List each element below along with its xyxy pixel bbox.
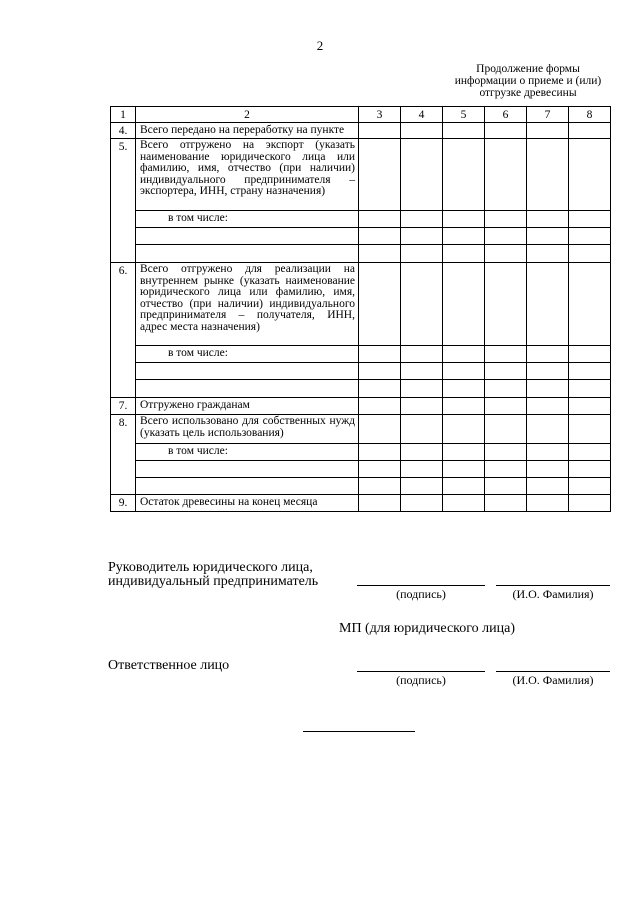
value-cell[interactable] bbox=[569, 363, 611, 380]
table-row bbox=[111, 245, 611, 263]
value-cell[interactable] bbox=[443, 228, 485, 245]
value-cell[interactable] bbox=[485, 346, 527, 363]
table-row bbox=[111, 228, 611, 245]
subrow-label: в том числе: bbox=[136, 346, 359, 363]
value-cell[interactable] bbox=[485, 245, 527, 263]
table-row bbox=[111, 461, 611, 478]
value-cell[interactable] bbox=[569, 139, 611, 211]
responsible-label: Ответственное лицо bbox=[108, 658, 230, 673]
value-cell[interactable] bbox=[401, 478, 443, 495]
value-cell[interactable] bbox=[443, 415, 485, 444]
continuation-title-line-2: информации о приеме и (или) bbox=[454, 75, 602, 87]
value-cell[interactable] bbox=[569, 415, 611, 444]
page-number: 2 bbox=[316, 38, 324, 53]
value-cell[interactable] bbox=[527, 211, 569, 228]
value-cell[interactable] bbox=[485, 380, 527, 398]
table-row bbox=[111, 263, 611, 346]
value-cell[interactable] bbox=[527, 263, 569, 346]
value-cell[interactable] bbox=[569, 346, 611, 363]
value-cell[interactable] bbox=[401, 245, 443, 263]
value-cell[interactable] bbox=[401, 139, 443, 211]
header-cell: 6 bbox=[485, 107, 527, 123]
row-number-cell bbox=[111, 415, 136, 495]
value-cell[interactable] bbox=[527, 398, 569, 415]
value-cell[interactable] bbox=[401, 444, 443, 461]
row-number: 8. bbox=[118, 417, 128, 429]
value-cell[interactable] bbox=[569, 495, 611, 512]
value-cell[interactable] bbox=[527, 139, 569, 211]
value-cell[interactable] bbox=[485, 263, 527, 346]
value-cell[interactable] bbox=[443, 211, 485, 228]
value-cell[interactable] bbox=[401, 415, 443, 444]
header-cell: 4 bbox=[401, 107, 443, 123]
value-cell[interactable] bbox=[443, 363, 485, 380]
empty-cell[interactable] bbox=[136, 380, 359, 398]
value-cell[interactable] bbox=[485, 415, 527, 444]
value-cell[interactable] bbox=[569, 478, 611, 495]
value-cell[interactable] bbox=[527, 444, 569, 461]
table-row bbox=[111, 139, 611, 211]
stamp-label: МП (для юридического лица) bbox=[339, 621, 515, 636]
value-cell[interactable] bbox=[569, 444, 611, 461]
value-cell[interactable] bbox=[569, 211, 611, 228]
table-row bbox=[111, 363, 611, 380]
value-cell[interactable] bbox=[443, 495, 485, 512]
header-cell: 7 bbox=[527, 107, 569, 123]
header-cell: 3 bbox=[359, 107, 401, 123]
value-cell[interactable] bbox=[527, 415, 569, 444]
value-cell[interactable] bbox=[527, 363, 569, 380]
value-cell[interactable] bbox=[359, 495, 401, 512]
table-row bbox=[111, 478, 611, 495]
value-cell[interactable] bbox=[401, 461, 443, 478]
row-description: Всего использовано для собственных нужд (указать цель использования) bbox=[136, 415, 359, 444]
value-cell[interactable] bbox=[485, 363, 527, 380]
form-table bbox=[110, 106, 611, 512]
value-cell[interactable] bbox=[485, 461, 527, 478]
continuation-title-line-1: Продолжение формы bbox=[476, 63, 580, 75]
value-cell[interactable] bbox=[443, 398, 485, 415]
value-cell[interactable] bbox=[443, 380, 485, 398]
subrow-label: в том числе: bbox=[136, 211, 359, 228]
row-number: 5. bbox=[118, 141, 128, 153]
value-cell[interactable] bbox=[401, 346, 443, 363]
value-cell[interactable] bbox=[485, 123, 527, 139]
value-cell[interactable] bbox=[359, 123, 401, 139]
table-row bbox=[111, 398, 611, 415]
value-cell[interactable] bbox=[359, 139, 401, 211]
value-cell[interactable] bbox=[443, 478, 485, 495]
empty-cell[interactable] bbox=[136, 363, 359, 380]
table-row bbox=[111, 346, 611, 363]
value-cell[interactable] bbox=[485, 211, 527, 228]
value-cell[interactable] bbox=[443, 123, 485, 139]
responsible-name-line[interactable] bbox=[496, 671, 610, 672]
closing-divider bbox=[303, 731, 415, 732]
row-number: 6. bbox=[118, 265, 128, 277]
value-cell[interactable] bbox=[569, 263, 611, 346]
header-cell: 8 bbox=[569, 107, 611, 123]
value-cell[interactable] bbox=[527, 478, 569, 495]
head-label bbox=[108, 561, 318, 589]
table-row bbox=[111, 495, 611, 512]
value-cell[interactable] bbox=[359, 380, 401, 398]
value-cell[interactable] bbox=[359, 478, 401, 495]
value-cell[interactable] bbox=[401, 228, 443, 245]
value-cell[interactable] bbox=[527, 123, 569, 139]
table-row bbox=[111, 444, 611, 461]
table-row bbox=[111, 211, 611, 228]
table-row bbox=[111, 123, 611, 139]
value-cell[interactable] bbox=[527, 228, 569, 245]
subrow-label: в том числе: bbox=[136, 444, 359, 461]
table-row bbox=[111, 415, 611, 444]
value-cell[interactable] bbox=[485, 139, 527, 211]
header-row bbox=[111, 107, 611, 123]
value-cell[interactable] bbox=[359, 363, 401, 380]
head-label-line-2: индивидуальный предприниматель bbox=[108, 574, 319, 589]
value-cell[interactable] bbox=[485, 228, 527, 245]
value-cell[interactable] bbox=[359, 211, 401, 228]
row-description: Остаток древесины на конец месяца bbox=[136, 495, 359, 512]
value-cell[interactable] bbox=[443, 346, 485, 363]
row-number: 7. bbox=[111, 398, 136, 415]
head-name-caption: (И.О. Фамилия) bbox=[512, 587, 594, 601]
value-cell[interactable] bbox=[443, 245, 485, 263]
value-cell[interactable] bbox=[401, 211, 443, 228]
value-cell[interactable] bbox=[527, 380, 569, 398]
continuation-title-line-3: отгрузке древесины bbox=[479, 87, 577, 99]
value-cell[interactable] bbox=[359, 444, 401, 461]
head-label-line-1: Руководитель юридического лица, bbox=[108, 560, 313, 575]
value-cell[interactable] bbox=[401, 123, 443, 139]
row-description: Всего отгружено на экспорт (указать наименование юридического лица или фамилию, имя, отчество (при наличии) индивидуального предпринимателя – экспортера, ИНН, страну назначения) bbox=[136, 139, 359, 211]
empty-cell[interactable] bbox=[136, 245, 359, 263]
value-cell[interactable] bbox=[485, 495, 527, 512]
value-cell[interactable] bbox=[401, 263, 443, 346]
responsible-signature-caption: (подпись) bbox=[396, 673, 446, 687]
empty-cell[interactable] bbox=[136, 478, 359, 495]
value-cell[interactable] bbox=[569, 380, 611, 398]
row-number-cell bbox=[111, 139, 136, 263]
head-name-line[interactable] bbox=[496, 585, 610, 586]
value-cell[interactable] bbox=[527, 461, 569, 478]
value-cell[interactable] bbox=[569, 245, 611, 263]
empty-cell[interactable] bbox=[136, 461, 359, 478]
table-row bbox=[111, 380, 611, 398]
value-cell[interactable] bbox=[359, 346, 401, 363]
value-cell[interactable] bbox=[359, 263, 401, 346]
header-cell: 2 bbox=[136, 107, 359, 123]
responsible-name-caption: (И.О. Фамилия) bbox=[512, 673, 594, 687]
row-number: 9. bbox=[111, 495, 136, 512]
row-description: Отгружено гражданам bbox=[136, 398, 359, 415]
value-cell[interactable] bbox=[485, 478, 527, 495]
value-cell[interactable] bbox=[443, 461, 485, 478]
head-signature-caption: (подпись) bbox=[396, 587, 446, 601]
continuation-title bbox=[430, 63, 626, 99]
value-cell[interactable] bbox=[527, 495, 569, 512]
value-cell[interactable] bbox=[485, 444, 527, 461]
value-cell[interactable] bbox=[359, 461, 401, 478]
value-cell[interactable] bbox=[569, 461, 611, 478]
value-cell[interactable] bbox=[401, 363, 443, 380]
header-cell: 5 bbox=[443, 107, 485, 123]
value-cell[interactable] bbox=[569, 123, 611, 139]
responsible-signature-line[interactable] bbox=[357, 671, 485, 672]
value-cell[interactable] bbox=[527, 245, 569, 263]
value-cell[interactable] bbox=[359, 398, 401, 415]
value-cell[interactable] bbox=[401, 495, 443, 512]
value-cell[interactable] bbox=[443, 444, 485, 461]
value-cell[interactable] bbox=[443, 139, 485, 211]
row-number-cell bbox=[111, 263, 136, 398]
value-cell[interactable] bbox=[569, 398, 611, 415]
value-cell[interactable] bbox=[527, 346, 569, 363]
row-number: 4. bbox=[111, 123, 136, 139]
empty-cell[interactable] bbox=[136, 228, 359, 245]
header-cell: 1 bbox=[111, 107, 136, 123]
value-cell[interactable] bbox=[359, 228, 401, 245]
value-cell[interactable] bbox=[443, 263, 485, 346]
value-cell[interactable] bbox=[359, 245, 401, 263]
value-cell[interactable] bbox=[401, 398, 443, 415]
value-cell[interactable] bbox=[401, 380, 443, 398]
value-cell[interactable] bbox=[485, 398, 527, 415]
row-description: Всего передано на переработку на пункте bbox=[136, 123, 359, 139]
head-signature-line[interactable] bbox=[357, 585, 485, 586]
value-cell[interactable] bbox=[569, 228, 611, 245]
row-description: Всего отгружено для реализации на внутреннем рынке (указать наименование юридического лица или фамилию, имя, отчество (при наличии) индивидуального предпринимателя – получателя, ИНН, адрес места назначения) bbox=[136, 263, 359, 346]
value-cell[interactable] bbox=[359, 415, 401, 444]
